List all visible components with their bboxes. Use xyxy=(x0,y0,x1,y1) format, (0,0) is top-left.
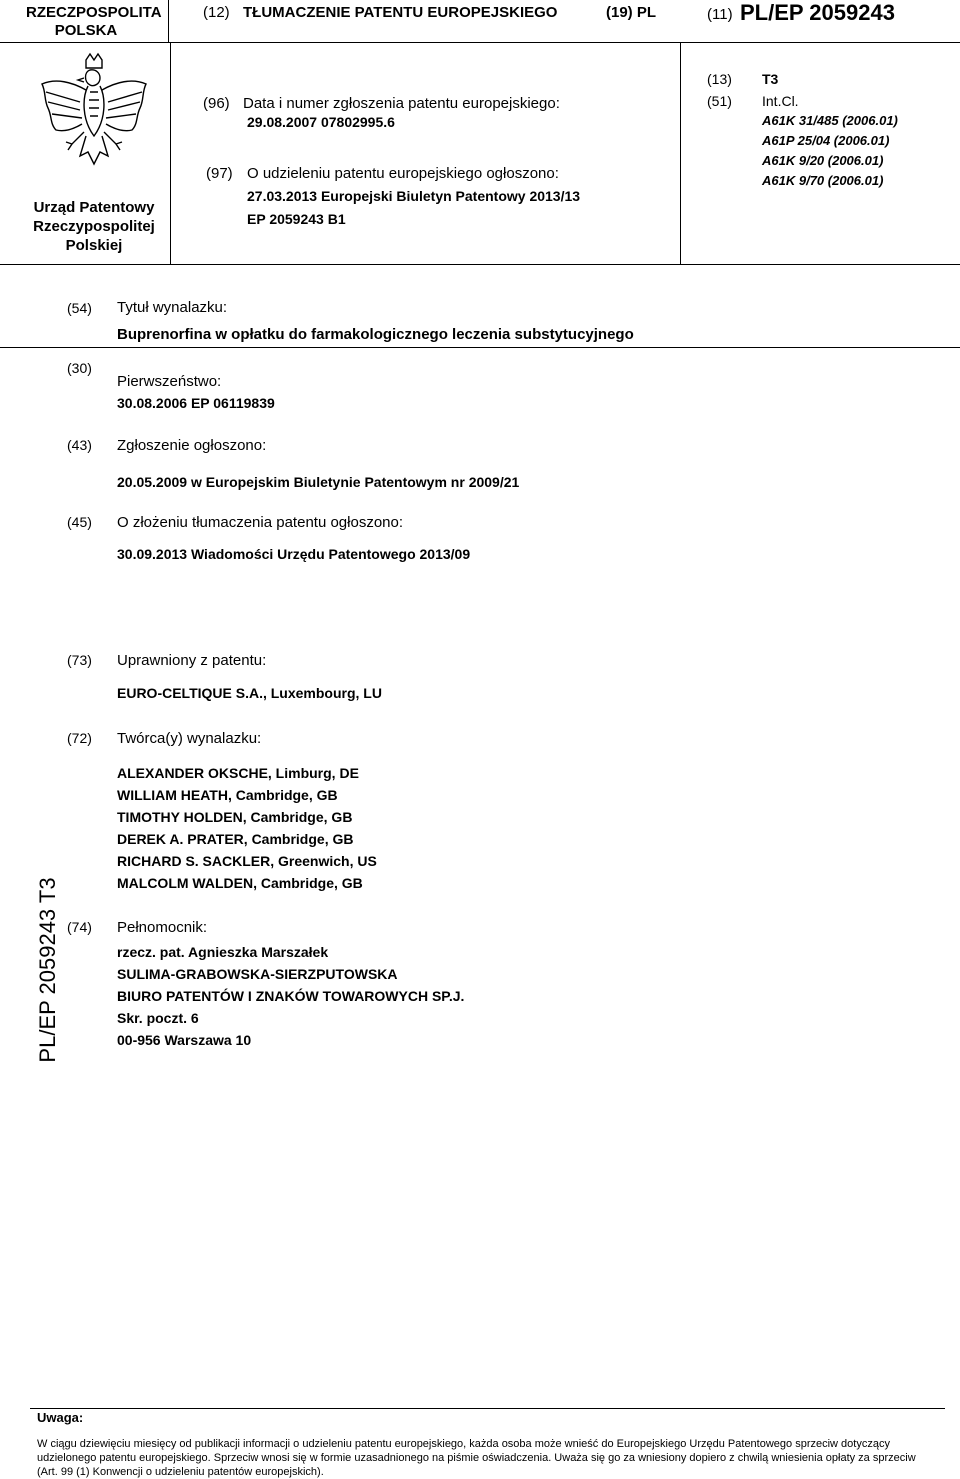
left-column-divider xyxy=(170,42,171,264)
translation-value: 30.09.2013 Wiadomości Urzędu Patentowego 2013/09 xyxy=(117,546,471,562)
published-label: Zgłoszenie ogłoszono: xyxy=(117,437,267,454)
code-11: (11) xyxy=(707,6,733,23)
grant-value: 27.03.2013 Europejski Biuletyn Patentowy 2013/13 xyxy=(247,188,581,204)
priority-value: 30.08.2006 EP 06119839 xyxy=(117,395,275,411)
attorney-details xyxy=(117,941,464,1051)
attorney-line: rzecz. pat. Agnieszka Marszałek xyxy=(117,944,329,960)
filing-label: Data i numer zgłoszenia patentu europejskiego: xyxy=(243,95,560,112)
country-name: RZECZPOSPOLITA POLSKA xyxy=(26,4,162,39)
attorney-line: 00-956 Warszawa 10 xyxy=(117,1032,252,1048)
notice-text: W ciągu dziewięciu miesięcy od publikacji informacji o udzieleniu patentu europejskiego, każda osoba może wnieść do Europejskiego Urzędu Patentowego sprzeciw dotyczący udzielonego patentu europejskiego. Sprzeciw wnosi się w formie uzasadnionego na piśmie oświadczenia. Uważa się go za wniesiony dopiero z chwilą wniesienia opłaty za sprzeciw (Art. 99 (1) Konwencji o udzieleniu patentów europejskich). xyxy=(37,1438,916,1478)
kind-code: T3 xyxy=(762,71,779,87)
filing-value: 29.08.2007 07802995.6 xyxy=(247,114,395,130)
code-45: (45) xyxy=(67,514,92,530)
document-type: TŁUMACZENIE PATENTU EUROPEJSKIEGO xyxy=(243,4,558,21)
eagle-emblem-icon xyxy=(32,52,157,187)
inventors-label: Twórca(y) wynalazku: xyxy=(117,730,262,747)
holder-value: EURO-CELTIQUE S.A., Luxembourg, LU xyxy=(117,685,382,701)
attorney-line: Skr. poczt. 6 xyxy=(117,1010,199,1026)
code-13: (13) xyxy=(707,71,732,87)
attorney-line: BIURO PATENTÓW I ZNAKÓW TOWAROWYCH SP.J. xyxy=(117,988,465,1004)
grant-label: O udzieleniu patentu europejskiego ogłoszono: xyxy=(247,165,559,182)
code-30: (30) xyxy=(67,360,92,376)
priority-label: Pierwszeństwo: xyxy=(117,373,222,390)
section-rule-title xyxy=(0,347,960,348)
inventor-name: ALEXANDER OKSCHE, Limburg, DE xyxy=(117,765,359,781)
published-value: 20.05.2009 w Europejskim Biuletynie Patentowym nr 2009/21 xyxy=(117,474,520,490)
notice-rule xyxy=(30,1408,945,1409)
code-73: (73) xyxy=(67,652,92,668)
inventor-name: DEREK A. PRATER, Cambridge, GB xyxy=(117,831,354,847)
header-rule xyxy=(0,42,960,43)
office-name: Urząd Patentowy Rzeczypospolitej Polskiej xyxy=(33,199,155,254)
invention-title: Buprenorfina w opłatku do farmakologicznego leczenia substytucyjnego xyxy=(117,326,634,343)
code-72: (72) xyxy=(67,730,92,746)
right-column-divider xyxy=(680,42,681,264)
header-divider xyxy=(168,0,169,42)
inventor-list xyxy=(117,762,377,894)
code-51: (51) xyxy=(707,93,732,109)
ipc-class-list xyxy=(762,111,898,191)
code-74: (74) xyxy=(67,919,92,935)
translation-label: O złożeniu tłumaczenia patentu ogłoszono: xyxy=(117,514,404,531)
eagle-svg xyxy=(32,52,157,187)
inventor-name: RICHARD S. SACKLER, Greenwich, US xyxy=(117,853,377,869)
inventor-name: WILLIAM HEATH, Cambridge, GB xyxy=(117,787,338,803)
ipc-class: A61K 9/70 (2006.01) xyxy=(762,173,884,188)
code-96: (96) xyxy=(203,95,230,112)
section-rule-top xyxy=(0,264,960,265)
notice-heading: Uwaga: xyxy=(37,1410,84,1425)
code-19: (19) PL xyxy=(606,4,657,21)
attorney-label: Pełnomocnik: xyxy=(117,919,208,936)
inventor-name: MALCOLM WALDEN, Cambridge, GB xyxy=(117,875,363,891)
ipc-class: A61K 31/485 (2006.01) xyxy=(762,113,898,128)
code-43: (43) xyxy=(67,437,92,453)
code-12: (12) xyxy=(203,4,230,21)
attorney-line: SULIMA-GRABOWSKA-SIERZPUTOWSKA xyxy=(117,966,398,982)
side-patent-number: PL/EP 2059243 T3 xyxy=(35,877,60,1063)
title-label: Tytuł wynalazku: xyxy=(117,299,228,316)
intcl-label: Int.Cl. xyxy=(762,93,799,109)
code-54: (54) xyxy=(67,300,92,316)
ipc-class: A61P 25/04 (2006.01) xyxy=(762,133,890,148)
publication-number: EP 2059243 B1 xyxy=(247,211,346,227)
ipc-class: A61K 9/20 (2006.01) xyxy=(762,153,884,168)
code-97: (97) xyxy=(206,165,233,182)
inventor-name: TIMOTHY HOLDEN, Cambridge, GB xyxy=(117,809,353,825)
patent-number: PL/EP 2059243 xyxy=(740,0,895,25)
holder-label: Uprawniony z patentu: xyxy=(117,652,267,669)
